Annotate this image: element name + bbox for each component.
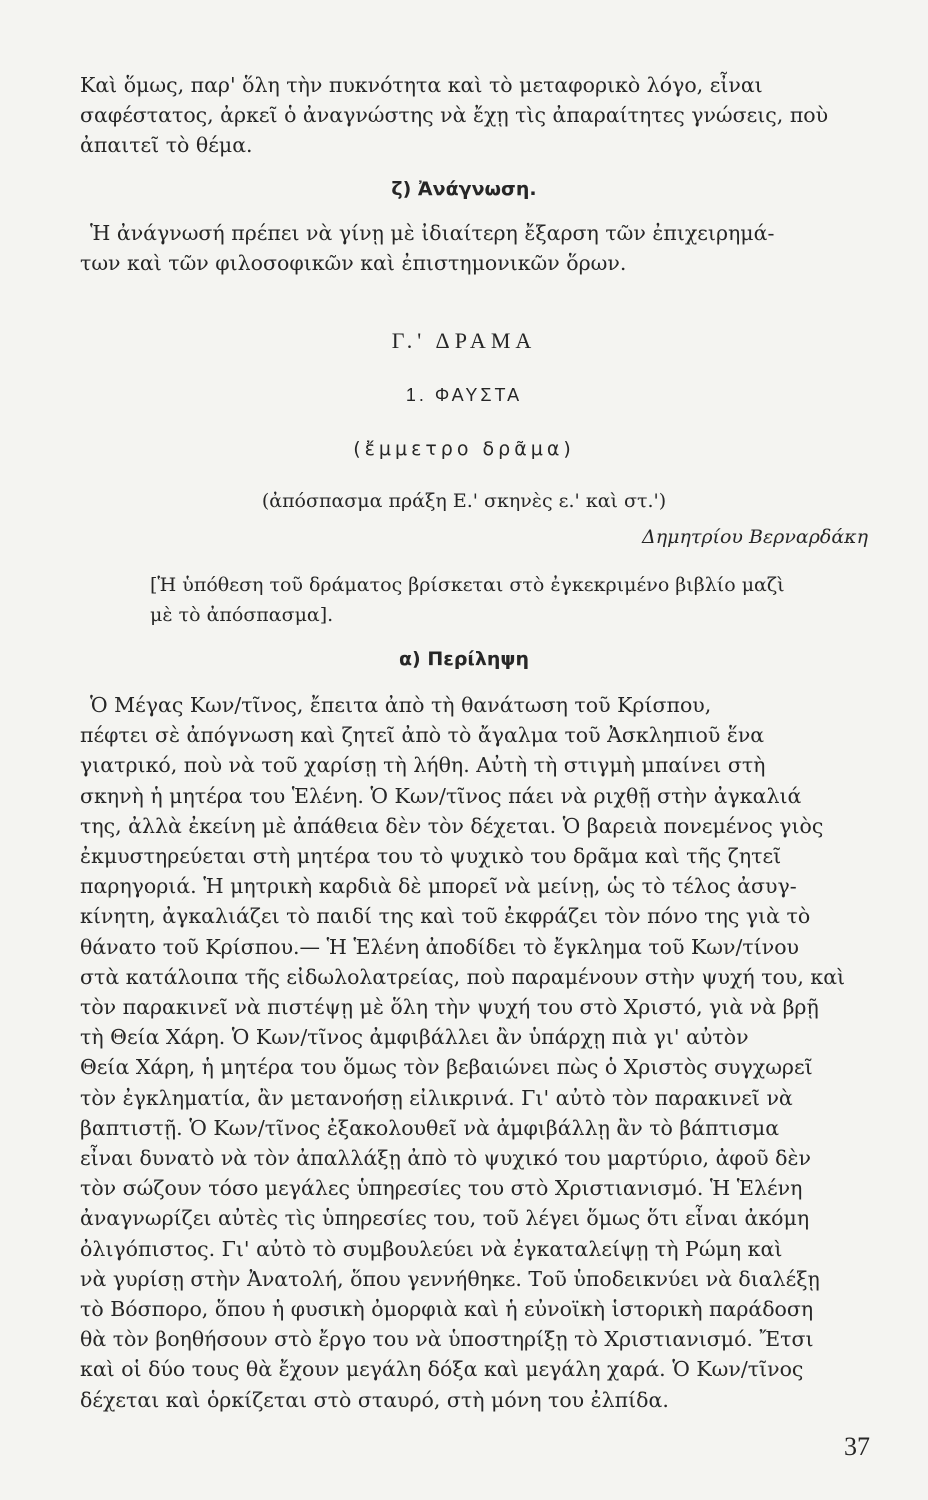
text-line: βαπτιστῇ. Ὁ Κων/τῖνος ἐξακολουθεῖ νὰ ἀμφιβάλλῃ ἂν τὸ βάπτισμα [80, 1115, 780, 1140]
text-line: παρηγοριά. Ἡ μητρικὴ καρδιὰ δὲ μπορεῖ νὰ μείνῃ, ὡς τὸ τέλος ἀσυγ- [80, 874, 797, 899]
text-line: τὴ Θεία Χάρη. Ὁ Κων/τῖνος ἀμφιβάλλει ἂν ὑπάρχῃ πιὰ γι' αὐτὸν [80, 1025, 749, 1050]
text-line: σαφέστατος, ἀρκεῖ ὁ ἀναγνώστης νὰ ἔχῃ τὶς ἀπαραίτητες γνώσεις, ποὺ [80, 103, 829, 128]
text-line: [Ἡ ὑπόθεση τοῦ δράματος βρίσκεται στὸ ἐγκεκριμένο βιβλίο μαζὶ [150, 574, 785, 596]
excerpt-info: (ἀπόσπασμα πράξη Ε.' σκηνὲς ε.' καὶ στ.') [261, 490, 667, 512]
page-number: 37 [844, 1432, 870, 1461]
text-line: τὸν σώζουν τόσο μεγάλες ὑπηρεσίες του στὸ Χριστιανισμό. Ἡ Ἑλένη [80, 1176, 803, 1201]
text-line: πέφτει σὲ ἀπόγνωση καὶ ζητεῖ ἀπὸ τὸ ἄγαλμα τοῦ Ἀσκληπιοῦ ἕνα [80, 723, 765, 748]
text-line: Ὁ Μέγας Κων/τῖνος, ἔπειτα ἀπὸ τὴ θανάτωση τοῦ Κρίσπου, [90, 693, 712, 717]
text-line: Ἡ ἀνάγνωσή πρέπει νὰ γίνῃ μὲ ἰδιαίτερη ἔξαρση τῶν ἐπιχειρημά- [90, 221, 775, 245]
text-line: γιατρικό, ποὺ νὰ τοῦ χαρίσῃ τὴ λήθη. Αὐτὴ τὴ στιγμὴ μπαίνει στὴ [80, 753, 766, 778]
text-line: σκηνὴ ἡ μητέρα του Ἑλένη. Ὁ Κων/τῖνος πάει νὰ ριχθῇ στὴν ἀγκαλιά [80, 783, 802, 808]
text-line: Θεία Χάρη, ἡ μητέρα του ὅμως τὸν βεβαιώνει πὼς ὁ Χριστὸς συγχωρεῖ [80, 1055, 813, 1080]
editorial-note [150, 570, 870, 630]
section-z-heading: ζ) Ἀνάγνωση. [391, 178, 537, 200]
text-line: εἶναι δυνατὸ νὰ τὸν ἀπαλλάξῃ ἀπὸ τὸ ψυχικό του μαρτύριο, ἀφοῦ δὲν [80, 1146, 811, 1171]
genre-subtitle: (ἔμμετρο δρᾶμα) [353, 438, 575, 460]
text-line: ἀπαιτεῖ τὸ θέμα. [80, 133, 253, 158]
text-line: μὲ τὸ ἀπόσπασμα]. [150, 604, 334, 626]
text-line: της, ἀλλὰ ἐκείνη μὲ ἀπάθεια δὲν τὸν δέχεται. Ὁ βαρειὰ πονεμένος γιὸς [80, 813, 824, 838]
intro-paragraph [80, 70, 870, 161]
text-line: στὰ κατάλοιπα τῆς εἰδωλολατρείας, ποὺ παραμένουν στὴν ψυχή του, καὶ [80, 964, 846, 989]
text-line: τὸν ἐγκληματία, ἂν μετανοήσῃ εἰλικρινά. Γι' αὐτὸ τὸν παρακινεῖ νὰ [80, 1085, 793, 1110]
text-line: ἀναγνωρίζει αὐτὲς τὶς ὑπηρεσίες του, τοῦ λέγει ὅμως ὅτι εἶναι ἀκόμη [80, 1206, 810, 1231]
chapter-heading: Γ.' ΔΡΑΜΑ [391, 328, 537, 353]
summary-heading: α) Περίληψη [399, 648, 529, 670]
text-line: τὸ Βόσπορο, ὅπου ἡ φυσικὴ ὀμορφιὰ καὶ ἡ εὐνοϊκὴ ἱστορικὴ παράδοση [80, 1297, 814, 1322]
text-line: θὰ τὸν βοηθήσουν στὸ ἔργο του νὰ ὑποστηρίξῃ τὸ Χριστιανισμό. Ἔτσι [80, 1327, 814, 1352]
work-title: 1. ΦΑΥΣΤΑ [405, 385, 523, 405]
text-line: ἐκμυστηρεύεται στὴ μητέρα του τὸ ψυχικὸ του δρᾶμα καὶ τῆς ζητεῖ [80, 844, 782, 869]
text-line: των καὶ τῶν φιλοσοφικῶν καὶ ἐπιστημονικῶν ὅρων. [80, 251, 627, 276]
text-line: θάνατο τοῦ Κρίσπου.— Ἡ Ἑλένη ἀποδίδει τὸ ἔγκλημα τοῦ Κων/τίνου [80, 934, 800, 959]
text-line: δέχεται καὶ ὁρκίζεται στὸ σταυρό, στὴ μόνη του ἐλπίδα. [80, 1387, 669, 1412]
section-z-text [80, 218, 870, 278]
text-line: κίνητη, ἀγκαλιάζει τὸ παιδί της καὶ τοῦ ἐκφράζει τὸν πόνο της γιὰ τὸ [80, 904, 811, 929]
author-name: Δημητρίου Βερναρδάκη [642, 526, 868, 548]
summary-text [80, 690, 870, 1415]
text-line: ὀλιγόπιστος. Γι' αὐτὸ τὸ συμβουλεύει νὰ ἐγκαταλείψῃ τὴ Ρώμη καὶ [80, 1236, 783, 1261]
text-line: Καὶ ὅμως, παρ' ὅλη τὴν πυκνότητα καὶ τὸ μεταφορικὸ λόγο, εἶναι [80, 73, 763, 97]
text-line: νὰ γυρίσῃ στὴν Ἀνατολή, ὅπου γεννήθηκε. Τοῦ ὑποδεικνύει νὰ διαλέξῃ [80, 1266, 820, 1291]
text-line: καὶ οἱ δύο τους θὰ ἔχουν μεγάλη δόξα καὶ μεγάλη χαρά. Ὁ Κων/τῖνος [80, 1357, 804, 1382]
text-line: τὸν παρακινεῖ νὰ πιστέψῃ μὲ ὅλη τὴν ψυχή του στὸ Χριστό, γιὰ νὰ βρῇ [80, 995, 819, 1020]
